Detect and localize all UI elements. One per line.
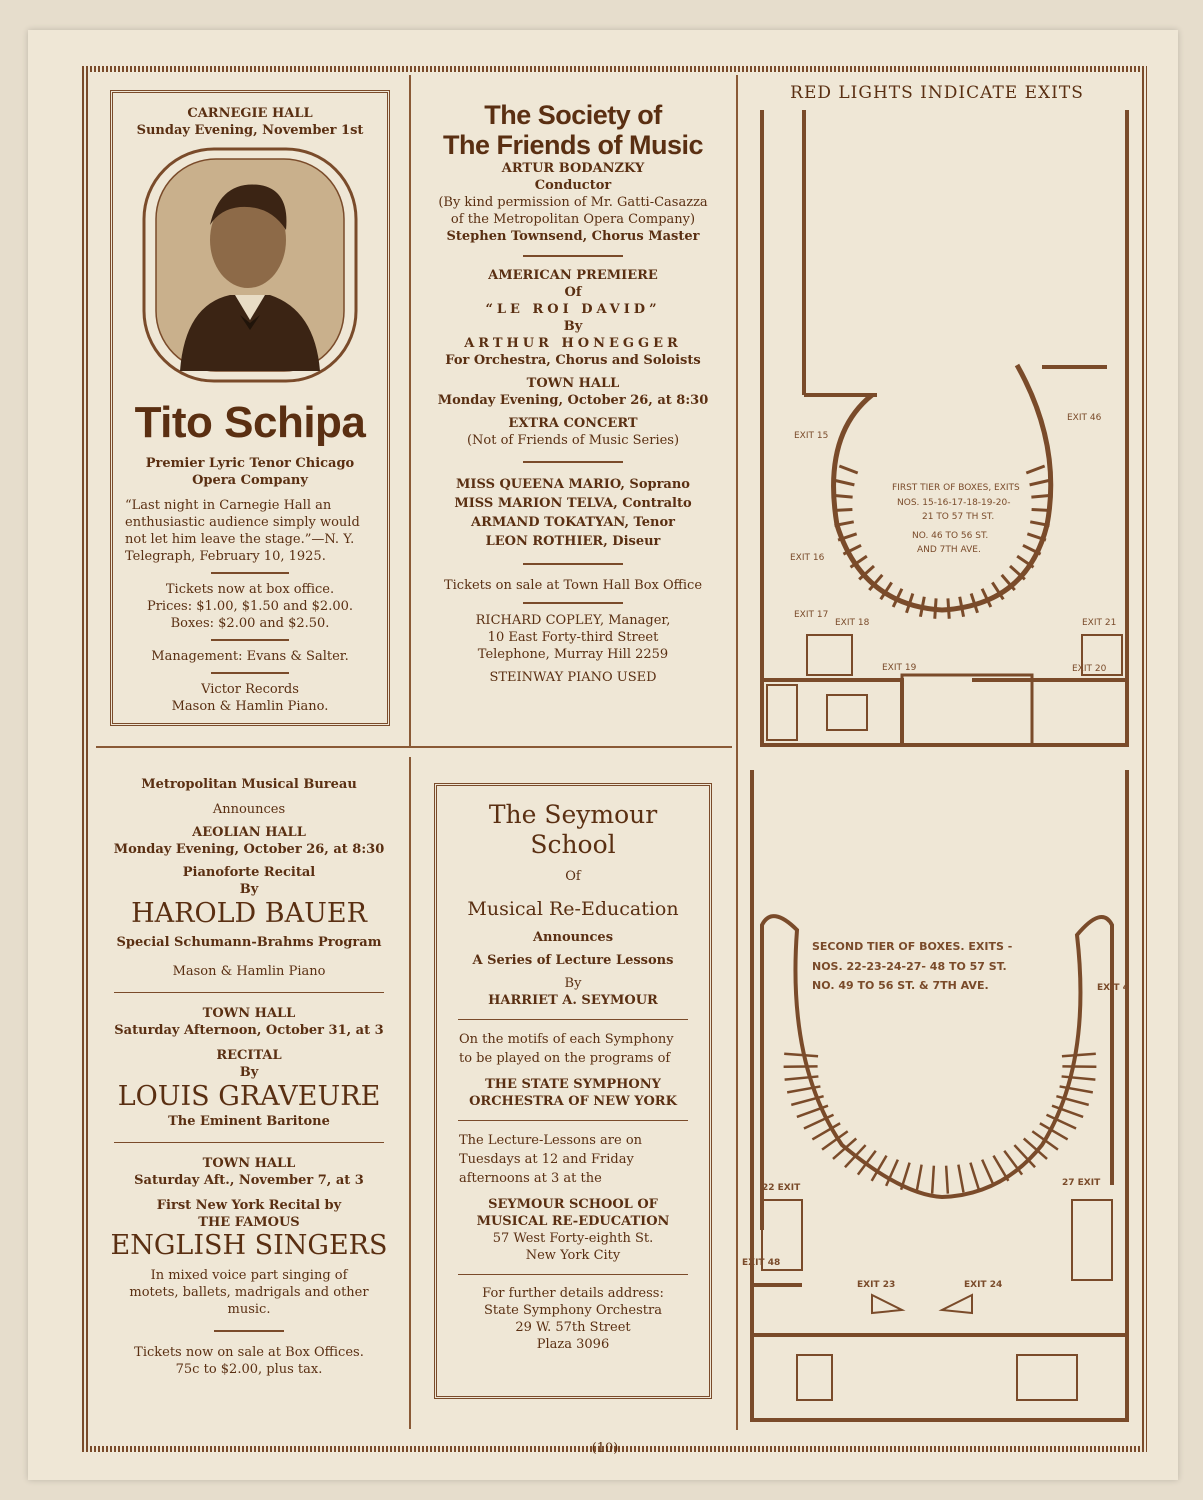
schipa-ad <box>110 90 390 726</box>
date: Sunday Evening, November 1st <box>136 123 364 138</box>
tickets: Tickets on sale at Town Hall Box Office <box>443 578 703 593</box>
school-name: MUSICAL RE-EDUCATION <box>476 1214 670 1229</box>
piano: Mason & Hamlin Piano. <box>171 699 329 714</box>
premiere: AMERICAN PREMIERE <box>488 268 658 283</box>
date: Saturday Aft., November 7, at 3 <box>134 1173 364 1188</box>
extra-note: (Not of Friends of Music Series) <box>466 433 680 448</box>
map-label: NO. 46 TO 56 ST. <box>912 531 989 541</box>
recital-type: First New York Recital by <box>156 1198 342 1213</box>
pre-title: THE FAMOUS <box>198 1215 300 1230</box>
portrait-image <box>140 145 360 385</box>
map-label: 21 TO 57 TH ST. <box>922 512 995 522</box>
contact: 29 W. 57th Street <box>515 1320 631 1335</box>
venue: TOWN HALL <box>202 1156 296 1171</box>
records: Victor Records <box>201 682 299 697</box>
artist-desc: The Eminent Baritone <box>168 1114 330 1129</box>
forces: For Orchestra, Chorus and Soloists <box>445 353 701 368</box>
venue: TOWN HALL <box>202 1006 296 1021</box>
exit-label: EXIT 15 <box>794 431 829 441</box>
exit-label: EXIT 21 <box>1082 618 1117 628</box>
series: A Series of Lecture Lessons <box>472 953 674 968</box>
exit-label: EXIT 4 <box>1097 983 1129 993</box>
column-divider <box>409 757 411 1429</box>
contact: Plaza 3096 <box>536 1337 610 1352</box>
exit-label: EXIT 23 <box>857 1280 896 1290</box>
soloist: ARMAND TOKATYAN, Tenor <box>471 515 675 530</box>
title: The Friends of Music <box>442 130 704 160</box>
schedule: The Lecture-Lessons are on Tuesdays at 12 and Friday afternoons at 3 at the <box>459 1133 643 1186</box>
address: New York City <box>525 1248 621 1263</box>
tickets: Tickets now on sale at Box Offices. <box>134 1345 364 1360</box>
column-divider <box>736 75 738 1430</box>
venue: AEOLIAN HALL <box>192 825 306 840</box>
exit-label: EXIT 20 <box>1072 664 1107 674</box>
date: Monday Evening, October 26, at 8:30 <box>437 393 709 408</box>
map-label: AND 7TH AVE. <box>917 545 981 555</box>
exits-header: RED LIGHTS INDICATE EXITS <box>790 83 1084 103</box>
permission: (By kind permission of Mr. Gatti-Casazza of the Metropolitan Opera Company) <box>438 195 708 227</box>
by: By <box>563 319 583 334</box>
extra-concert: EXTRA CONCERT <box>508 416 638 431</box>
map-label: NO. 49 TO 56 ST. & 7TH AVE. <box>812 979 989 992</box>
artist-desc: In mixed voice part singing of motets, ballets, madrigals and other music. <box>129 1268 369 1317</box>
title: The Society of <box>484 100 662 130</box>
date: Saturday Afternoon, October 31, at 3 <box>114 1023 384 1038</box>
artist-name: Tito Schipa <box>134 398 366 447</box>
subtitle: Musical Re-Education <box>467 898 679 920</box>
box-prices: Boxes: $2.00 and $2.50. <box>170 616 330 631</box>
exit-label: EXIT 18 <box>835 618 870 628</box>
by: By <box>239 1065 259 1080</box>
chorus-master: Stephen Townsend, Chorus Master <box>446 229 700 244</box>
prices: 75c to $2.00, plus tax. <box>175 1362 323 1377</box>
exit-label: EXIT 19 <box>882 663 917 673</box>
date: Monday Evening, October 26, at 8:30 <box>113 842 385 857</box>
details: For further details address: <box>482 1286 664 1301</box>
soloist: LEON ROTHIER, Diseur <box>485 534 661 549</box>
soloist: MISS QUEENA MARIO, Soprano <box>456 477 690 492</box>
exit-label: EXIT 16 <box>790 553 825 563</box>
management: Management: Evans & Salter. <box>151 649 349 664</box>
map-label: FIRST TIER OF BOXES, EXITS <box>892 483 1020 493</box>
artist-name: HAROLD BAUER <box>131 898 367 929</box>
soloist: MISS MARION TELVA, Contralto <box>454 496 692 511</box>
orchestra: THE STATE SYMPHONY <box>485 1077 661 1092</box>
society-ad <box>428 100 718 686</box>
of: Of <box>565 869 581 884</box>
exit-label: EXIT 17 <box>794 610 829 620</box>
artist-name: LOUIS GRAVEURE <box>117 1081 381 1112</box>
school-name: SEYMOUR SCHOOL OF <box>488 1197 658 1212</box>
exit-label: EXIT 24 <box>964 1280 1003 1290</box>
map-label: SECOND TIER OF BOXES. EXITS - <box>812 940 1013 953</box>
by: By <box>564 976 582 991</box>
artist-name: ENGLISH SINGERS <box>110 1230 388 1261</box>
exit-label: 27 EXIT <box>1062 1178 1101 1188</box>
tickets-info: Tickets now at box office. <box>165 582 335 597</box>
manager: RICHARD COPLEY, Manager, <box>475 613 671 628</box>
row-divider <box>96 746 732 748</box>
orchestra: ORCHESTRA OF NEW YORK <box>469 1094 677 1109</box>
recital-type: Pianoforte Recital <box>182 865 316 880</box>
page-number: (10) <box>591 1441 619 1456</box>
address: 57 West Forty-eighth St. <box>492 1231 654 1246</box>
seymour-ad <box>434 783 712 1399</box>
piano: Mason & Hamlin Piano <box>172 964 326 979</box>
first-tier-map <box>742 105 1132 750</box>
map-label: NOS. 22-23-24-27- 48 TO 57 ST. <box>812 960 1007 973</box>
subtitle: Premier Lyric Tenor Chicago <box>145 456 355 471</box>
piano: STEINWAY PIANO USED <box>489 670 657 685</box>
contact: State Symphony Orchestra <box>484 1303 662 1318</box>
conductor-role: Conductor <box>534 178 612 193</box>
conductor: ARTUR BODANZKY <box>501 161 645 176</box>
exit-label: EXIT 46 <box>1067 413 1102 423</box>
recital-type: RECITAL <box>216 1048 282 1063</box>
lecturer: HARRIET A. SEYMOUR <box>488 993 658 1008</box>
exit-label: EXIT 48 <box>742 1258 781 1268</box>
press-quote: “Last night in Carnegie Hall an enthusiastic audience simply would not let him leave the stage.”—N. Y. Telegraph, February 10, 1925. <box>125 498 360 564</box>
by: By <box>239 882 259 897</box>
soloist-list <box>428 475 718 551</box>
phone: Telephone, Murray Hill 2259 <box>477 647 669 662</box>
bureau-name: Metropolitan Musical Bureau <box>141 777 357 792</box>
work-title: “LE ROI DAVID” <box>485 302 661 317</box>
exit-label: 22 EXIT <box>762 1183 801 1193</box>
venue: TOWN HALL <box>526 376 620 391</box>
title: The Seymour School <box>488 800 658 859</box>
composer: ARTHUR HONEGGER <box>464 336 682 351</box>
second-tier-map <box>742 765 1132 1425</box>
venue: CARNEGIE HALL <box>187 106 313 121</box>
prices: Prices: $1.00, $1.50 and $2.00. <box>146 599 354 614</box>
announces: Announces <box>532 930 614 945</box>
subtitle: Opera Company <box>192 473 308 488</box>
announces: Announces <box>212 802 286 817</box>
program: Special Schumann-Brahms Program <box>116 935 382 950</box>
of: Of <box>564 285 582 300</box>
map-label: NOS. 15-16-17-18-19-20- <box>897 498 1011 508</box>
motifs: On the motifs of each Symphony to be played on the programs of <box>459 1032 674 1066</box>
address: 10 East Forty-third Street <box>487 630 659 645</box>
bureau-ad <box>104 776 394 1378</box>
column-divider <box>409 75 411 747</box>
